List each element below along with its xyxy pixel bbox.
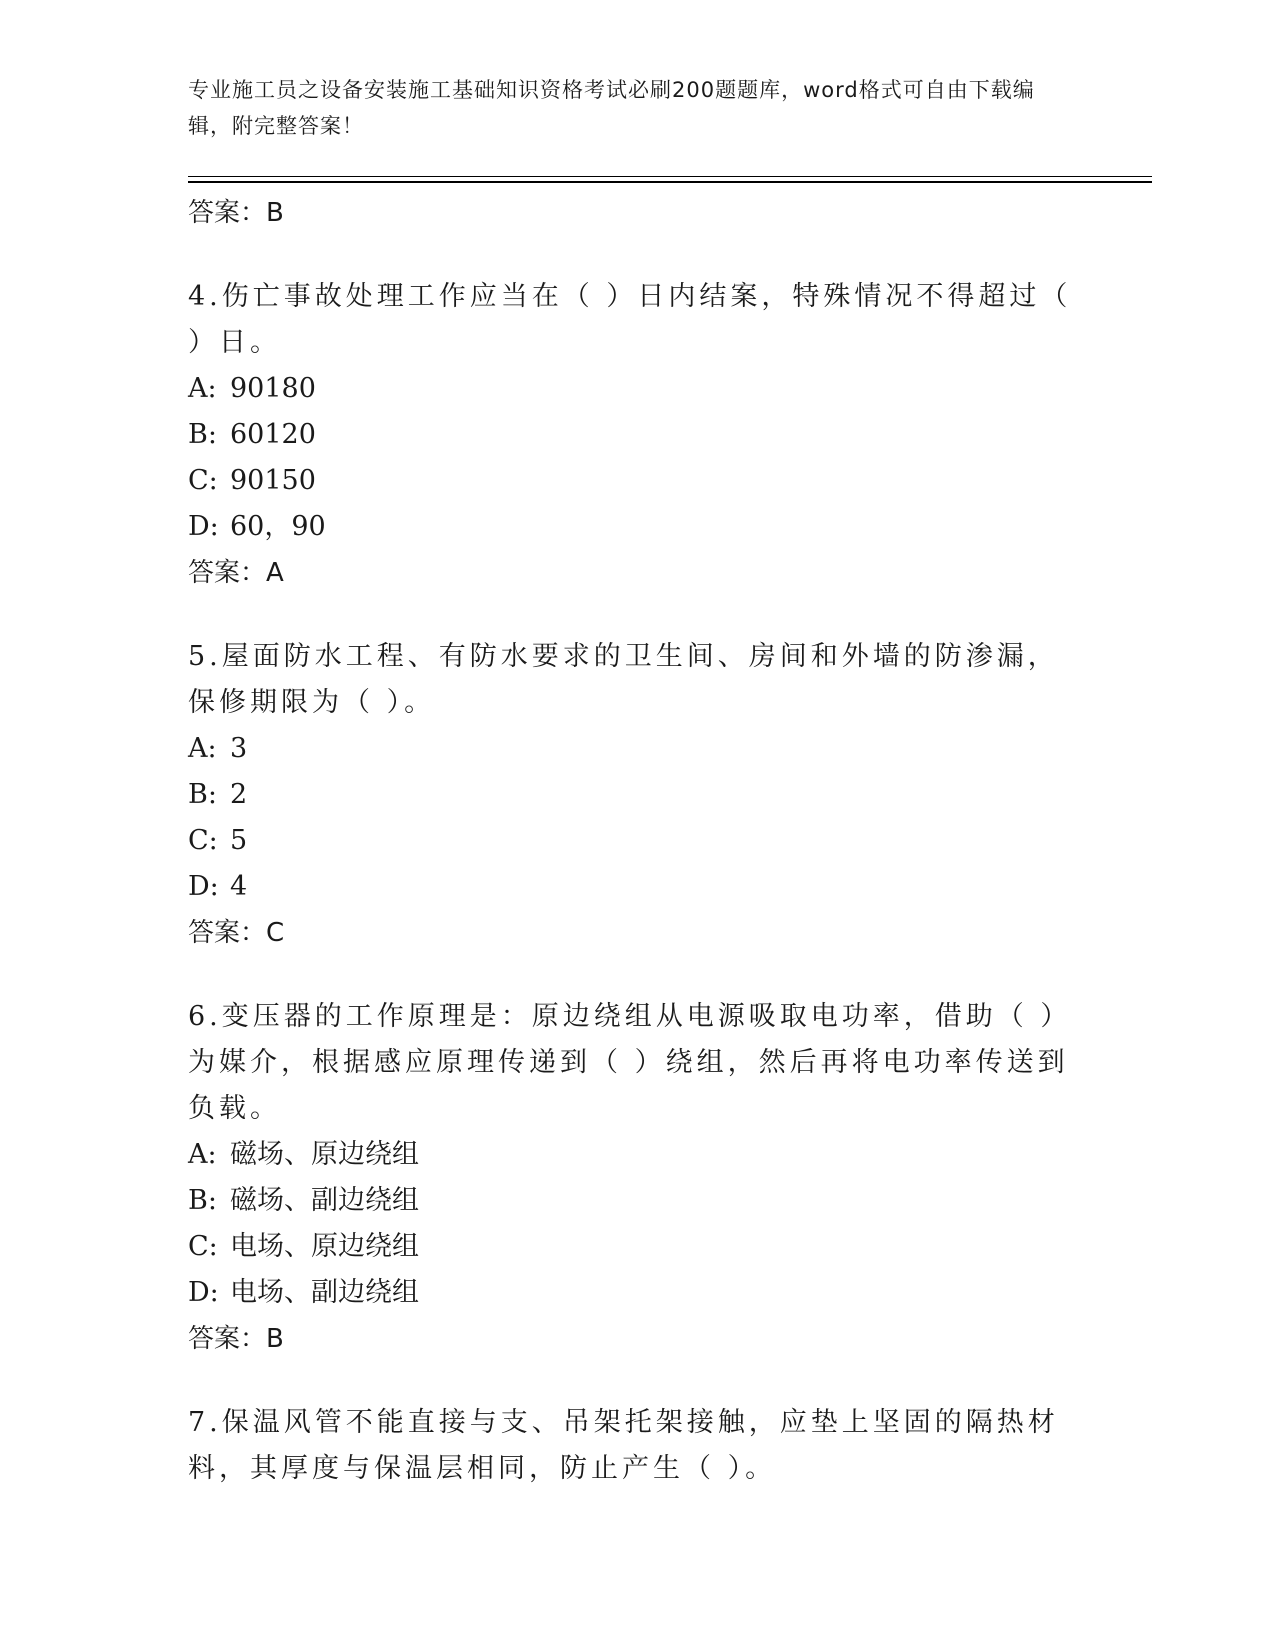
option-value: 磁场、副边绕组 <box>230 1185 419 1216</box>
option-label: D: <box>188 871 219 902</box>
option-d <box>188 504 1088 550</box>
answer-line: 答案：B <box>188 198 284 228</box>
document-header: 专业施工员之设备安装施工基础知识资格考试必刷200题题库，word格式可自由下载编辑，附完整答案！ <box>188 78 1035 138</box>
question-text: 4.伤亡事故处理工作应当在（ ）日内结案，特殊情况不得超过（ ）日。 <box>188 281 1072 358</box>
answer-line: 答案：A <box>188 558 284 588</box>
option-label: A: <box>188 1139 217 1170</box>
option-a <box>188 366 1088 412</box>
option-label: C: <box>188 1231 218 1262</box>
question-text: 6.变压器的工作原理是：原边绕组从电源吸取电功率，借助（ ）为媒介，根据感应原理传递到（ ）绕组，然后再将电功率传送到负载。 <box>188 1001 1072 1124</box>
option-b <box>188 412 1088 458</box>
option-b <box>188 772 1088 818</box>
option-value: 3 <box>230 733 248 764</box>
answer-line: 答案：C <box>188 918 285 948</box>
option-label: D: <box>188 1277 219 1308</box>
answer-line: 答案：B <box>188 1324 284 1354</box>
option-label: B: <box>188 779 217 810</box>
option-label: B: <box>188 419 217 450</box>
question-text: 7.保温风管不能直接与支、吊架托架接触，应垫上坚固的隔热材料，其厚度与保温层相同，防止产生（ ）。 <box>188 1407 1059 1484</box>
option-b <box>188 1178 1088 1224</box>
option-label: B: <box>188 1185 217 1216</box>
option-label: A: <box>188 373 217 404</box>
header-rule-thick <box>188 181 1152 183</box>
question-4 <box>188 274 1088 596</box>
option-label: D: <box>188 511 219 542</box>
option-value: 2 <box>230 779 248 810</box>
option-c <box>188 1224 1088 1270</box>
option-value: 4 <box>230 871 248 902</box>
option-d <box>188 1270 1088 1316</box>
header-rule-thin <box>188 176 1152 177</box>
question-text: 5.屋面防水工程、有防水要求的卫生间、房间和外墙的防渗漏，保修期限为（ ）。 <box>188 641 1059 718</box>
option-value: 5 <box>230 825 248 856</box>
question-7 <box>188 1400 1088 1492</box>
option-value: 电场、副边绕组 <box>230 1277 419 1308</box>
option-value: 90150 <box>230 465 316 496</box>
option-a <box>188 726 1088 772</box>
question-5 <box>188 634 1088 956</box>
option-value: 电场、原边绕组 <box>230 1231 419 1262</box>
option-value: 60，90 <box>230 511 326 542</box>
option-a <box>188 1132 1088 1178</box>
option-label: A: <box>188 733 217 764</box>
option-c <box>188 458 1088 504</box>
option-label: C: <box>188 825 218 856</box>
option-value: 60120 <box>230 419 316 450</box>
option-d <box>188 864 1088 910</box>
option-c <box>188 818 1088 864</box>
option-label: C: <box>188 465 218 496</box>
option-value: 90180 <box>230 373 316 404</box>
question-6 <box>188 994 1088 1362</box>
document-body <box>188 190 1088 1492</box>
option-value: 磁场、原边绕组 <box>230 1139 419 1170</box>
